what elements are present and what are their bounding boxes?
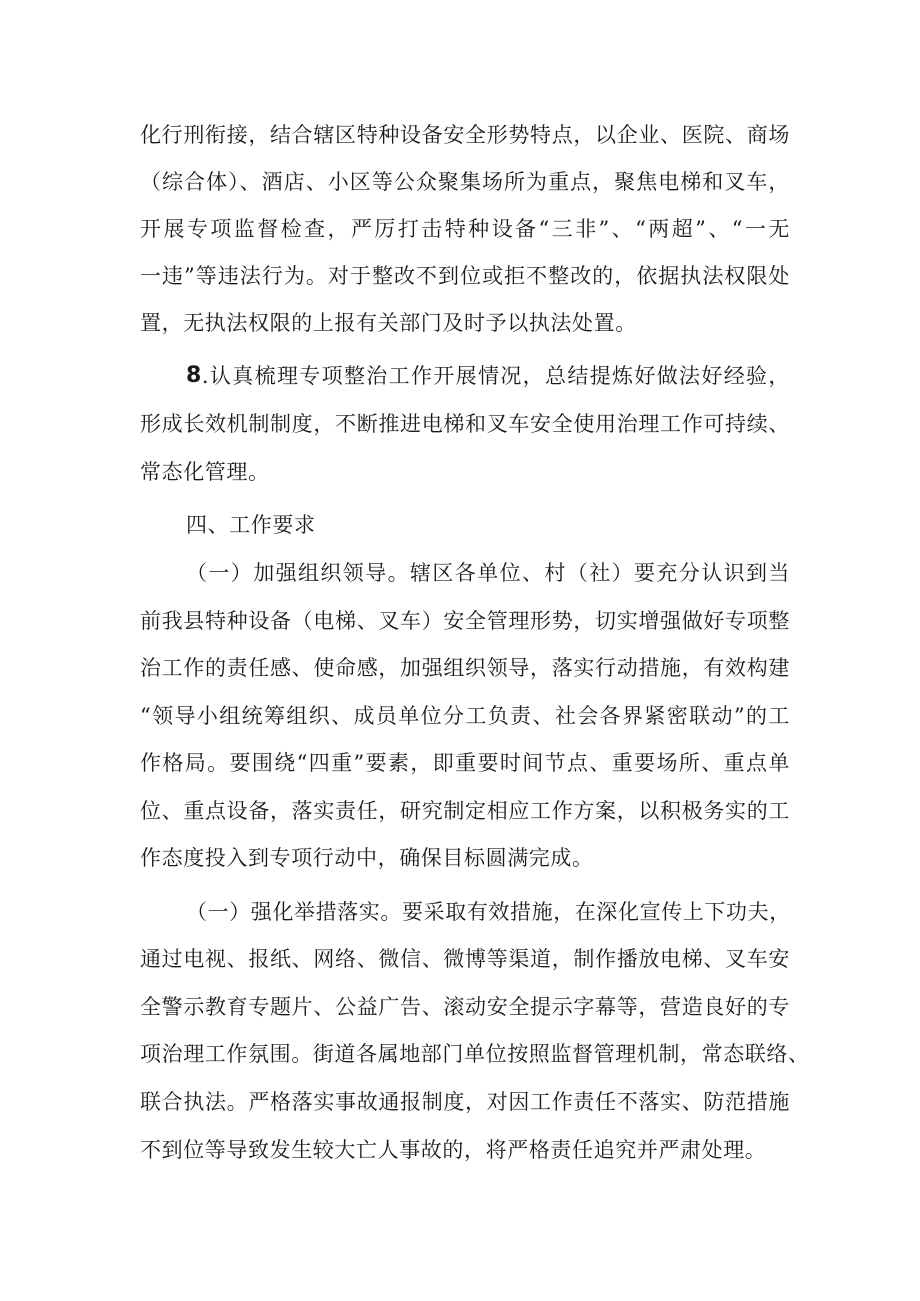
paragraph-3-line-4: “领导小组统筹组织、成员单位分工负责、社会各界紧密联动”的工 [140,704,790,728]
paragraph-3-line-3: 治工作的责任感、使命感，加强组织领导，落实行动措施，有效构建 [140,656,790,680]
paragraph-3-line-2: 前我县特种设备（电梯、叉车）安全管理形势，切实增强做好专项整 [140,609,790,633]
paragraph-2-line-1 [186,353,790,399]
paragraph-4-line-1: （一）强化举措落实。要采取有效措施，在深化宣传上下功夫， [186,900,791,924]
paragraph-2-line-1-text: .认真梳理专项整治工作开展情况，总结提炼好做法好经验， [201,364,790,388]
item-number: 8 [186,363,202,388]
paragraph-4-line-6: 不到位等导致发生较大亡人事故的，将严格责任追究并严肃处理。 [140,1138,767,1162]
paragraph-1-line-3: 开展专项监督检查，严厉打击特种设备“三非”、“两超”、“一无 [140,217,790,241]
paragraph-1-line-5: 置，无执法权限的上报有关部门及时予以执法处置。 [140,311,637,335]
paragraph-2-line-2: 形成长效机制制度，不断推进电梯和叉车安全使用治理工作可持续、 [140,412,790,436]
paragraph-3-line-7: 作态度投入到专项行动中，确保目标圆满完成。 [140,846,594,870]
paragraph-1-line-1: 化行刑衔接，结合辖区特种设备安全形势特点，以企业、医院、商场 [140,123,790,147]
paragraph-4-line-5: 联合执法。严格落实事故通报制度，对因工作责任不落实、防范措施 [140,1090,790,1114]
paragraph-3-line-6: 位、重点设备，落实责任，研究制定相应工作方案，以积极务实的工 [140,799,790,823]
paragraph-3-line-5: 作格局。要围绕“四重”要素，即重要时间节点、重要场所、重点单 [140,751,790,775]
paragraph-1-line-2: （综合体）、酒店、小区等公众聚集场所为重点，聚焦电梯和叉车， [140,170,790,194]
paragraph-4-line-2: 通过电视、报纸、网络、微信、微博等渠道，制作播放电梯、叉车安 [140,947,790,971]
paragraph-4-line-4: 项治理工作氛围。街道各属地部门单位按照监督管理机制，常态联络、 [140,1042,810,1066]
paragraph-2-line-3: 常态化管理。 [140,460,270,484]
paragraph-4-line-3: 全警示教育专题片、公益广告、滚动安全提示字幕等，营造良好的专 [140,995,790,1019]
paragraph-3-line-1: （一）加强组织领导。辖区各单位、村（社）要充分认识到当 [186,561,790,585]
paragraph-1-line-4: 一违”等违法行为。对于整改不到位或拒不整改的，依据执法权限处 [140,264,790,288]
section-heading: 四、工作要求 [186,513,316,537]
